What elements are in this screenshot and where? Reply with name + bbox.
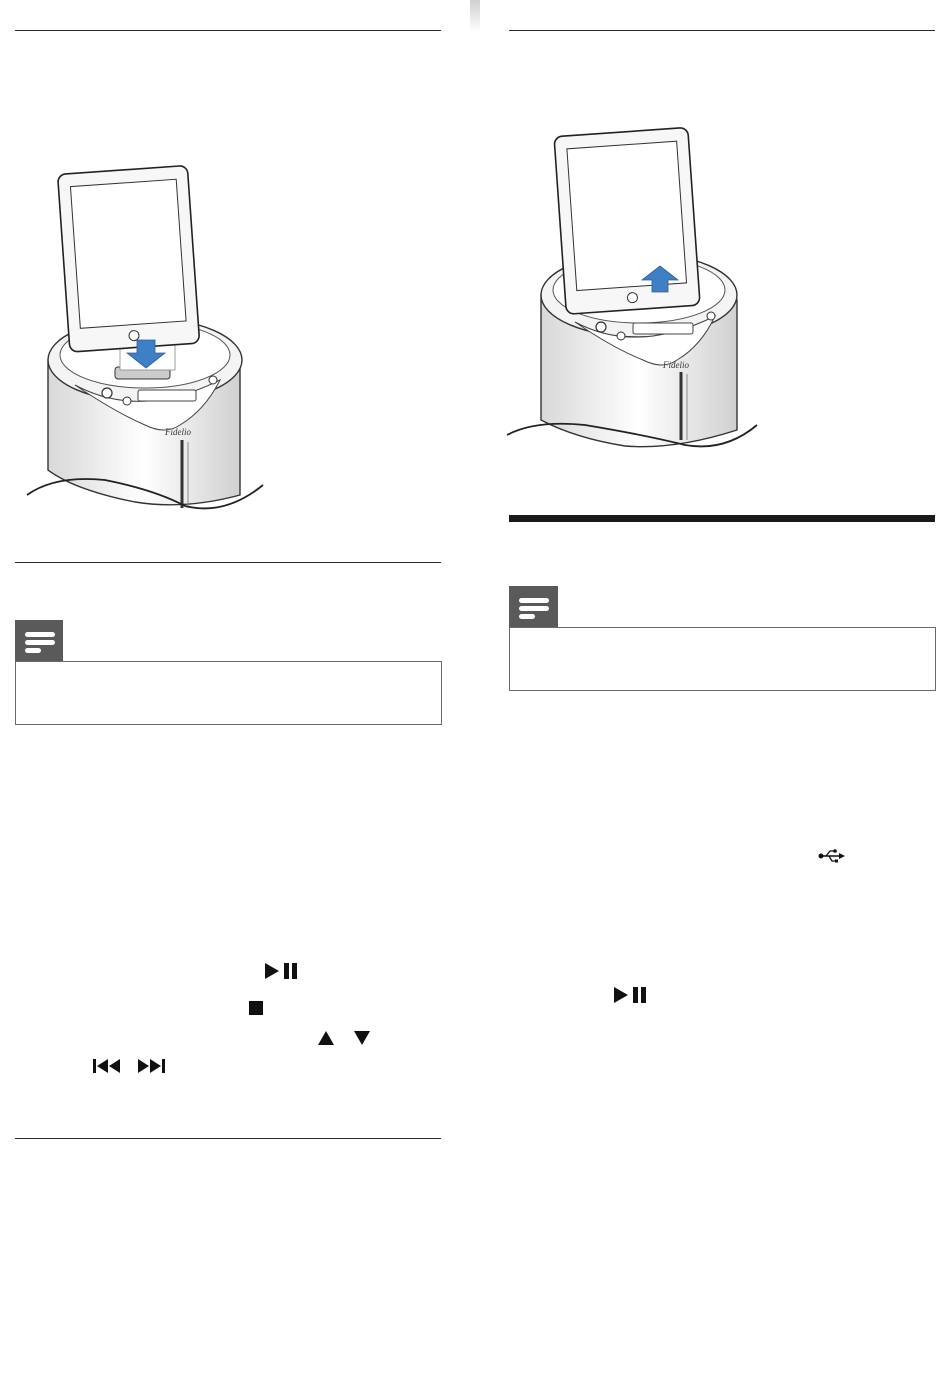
note-box-right: [509, 627, 936, 691]
left-section-rule-3: [15, 1138, 441, 1139]
play-pause-icon: [263, 962, 299, 985]
right-section-rule-thick: [509, 515, 935, 522]
note-lines-icon: [519, 598, 549, 603]
note-tab-left: [15, 620, 63, 662]
left-section-rule-top: [15, 30, 441, 31]
note-box-left: [15, 661, 442, 725]
display-window: [633, 323, 693, 334]
play-pause-icon: [612, 986, 648, 1009]
power-button: [102, 388, 112, 398]
stop-icon: [248, 1000, 264, 1021]
next-icon: [136, 1058, 166, 1079]
display-window: [138, 390, 196, 401]
previous-icon: [92, 1058, 122, 1079]
note-lines-icon: [25, 632, 55, 637]
dock-remove-illustration: [505, 120, 765, 450]
brand-text: Fidelio: [165, 427, 191, 437]
power-button: [596, 322, 606, 332]
tablet-device: [554, 127, 700, 314]
right-section-rule-top: [509, 30, 935, 31]
dock-insert-illustration: [15, 150, 275, 520]
up-icon: [317, 1030, 335, 1051]
usb-icon: [818, 848, 846, 869]
note-tab-right: [509, 586, 558, 628]
page-crease: [470, 0, 480, 32]
tablet-device: [58, 165, 200, 352]
brand-text: Fidelio: [663, 360, 689, 370]
down-icon: [353, 1030, 371, 1051]
left-section-rule-2: [15, 562, 441, 563]
